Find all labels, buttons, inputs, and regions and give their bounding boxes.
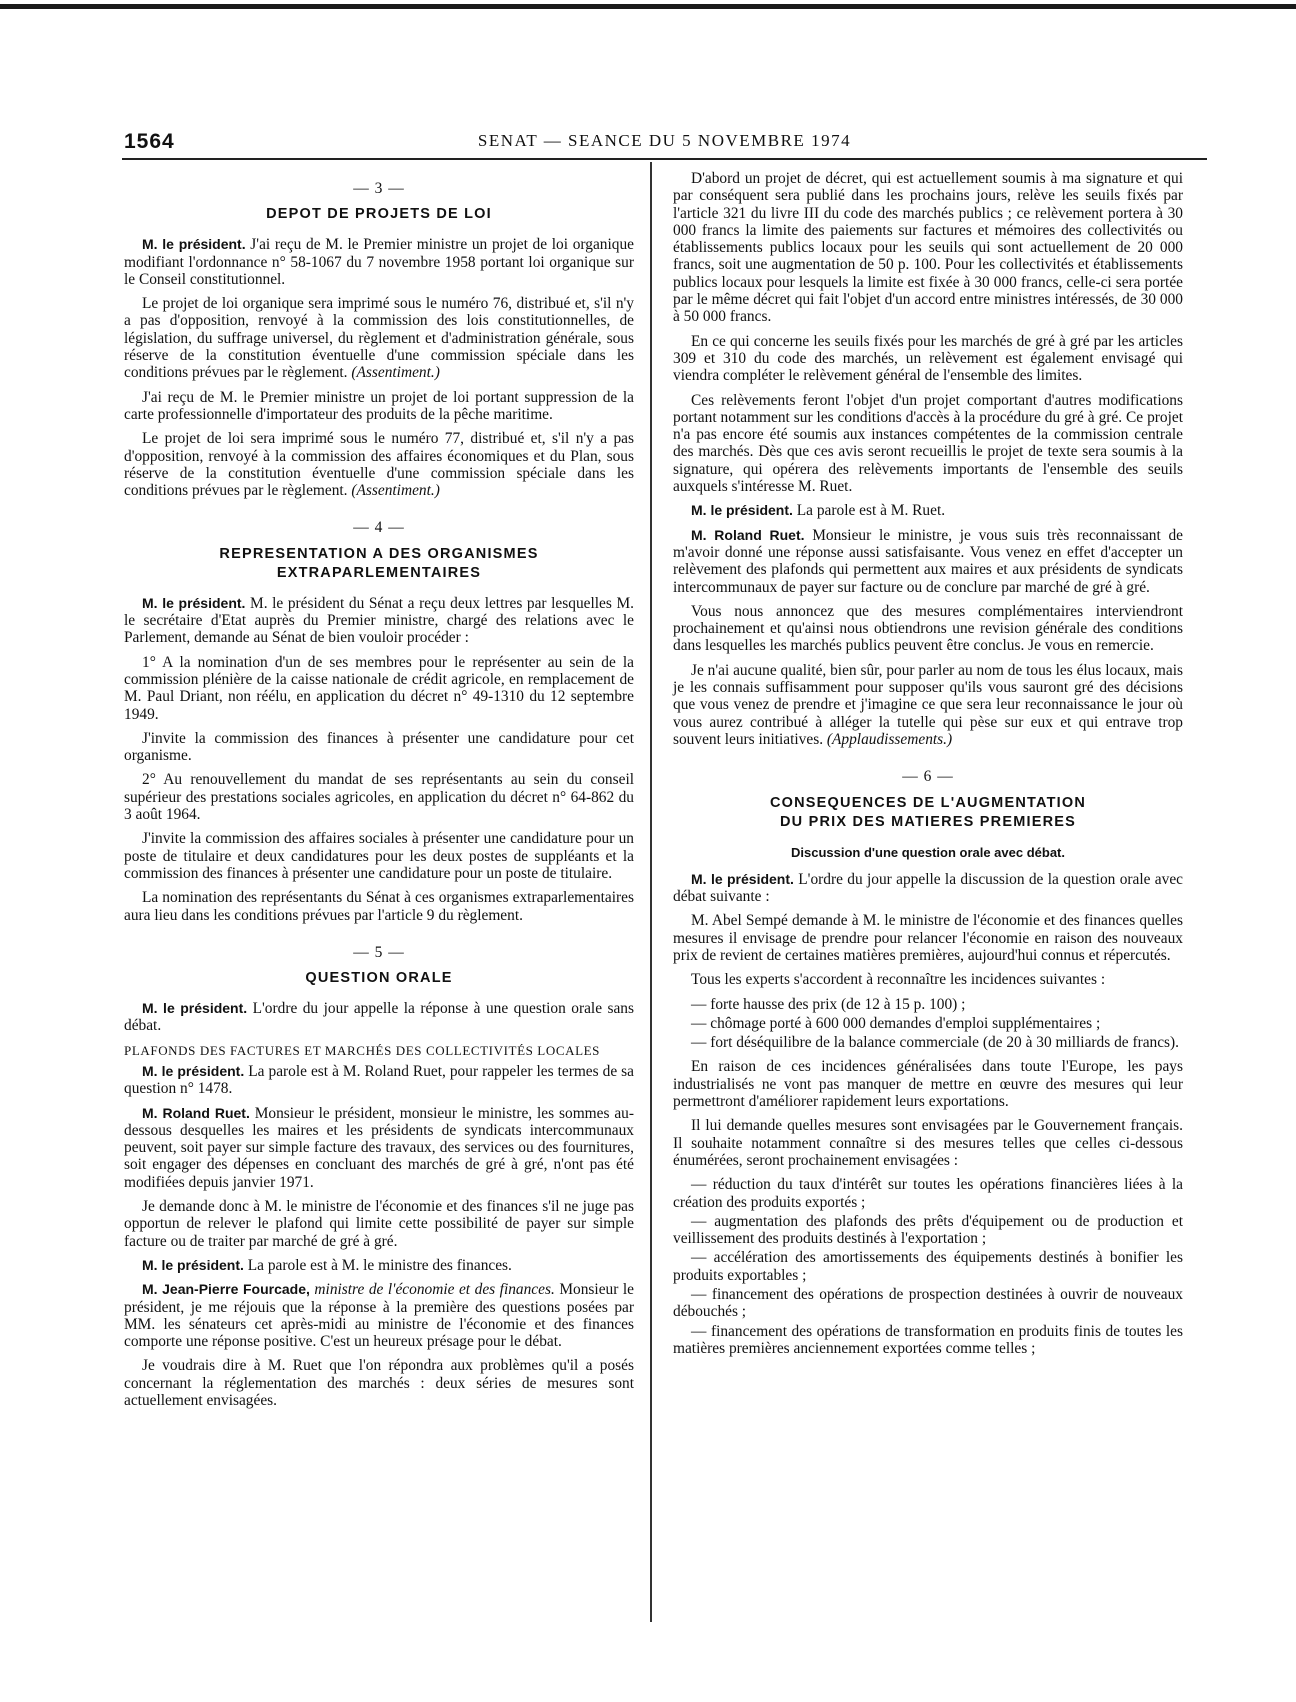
paragraph: 1° A la nomination d'un de ses membres pour le représenter au sein de la commission plénière de la caisse nationale de crédit agricole, en remplacement de M. Paul Driant, non réélu, en application du décret n° 49-1310 du 12 septembre 1949. (124, 653, 634, 723)
page-number: 1564 (124, 130, 175, 153)
list-item: — financement des opérations de transformation en produits finis de toutes les matières premières anciennement exportées comme telles ; (673, 1322, 1183, 1357)
speaker-name: M. le président. (142, 236, 246, 253)
paragraph: Vous nous annoncez que des mesures complémentaires interviendront prochainement et qu'ainsi nous obtiendrons une revision générale des conditions dans lesquelles les marchés publics peuvent être conclus. Je vous en remercie. (673, 602, 1183, 655)
stage-direction: (Assentiment.) (351, 364, 440, 382)
section-title: REPRESENTATION A DES ORGANISMES EXTRAPARLEMENTAIRES (219, 545, 539, 581)
section-title: QUESTION ORALE (305, 970, 453, 987)
section-number: — 5 — (353, 943, 405, 961)
paragraph: Ces relèvements feront l'objet d'un projet comportant d'autres modifications portant notamment sur les conditions d'accès à la procédure du gré à gré. Ce projet n'a pas encore été soumis aux instances compétentes de la commission centrale des marchés. Dès que ces avis seront recueillis le projet de texte sera soumis à la signature, qui opérera des relèvements importants de l'ensemble des seuils auxquels s'intéresse M. Ruet. (673, 391, 1183, 496)
paragraph: M. le président. L'ordre du jour appelle la discussion de la question orale avec débat suivante : (673, 870, 1183, 906)
list-item: — fort déséquilibre de la balance commerciale (de 20 à 30 milliards de francs). (691, 1034, 1180, 1052)
paragraph: La nomination des représentants du Sénat à ces organismes extraparlementaires aura lieu dans les conditions prévues par l'article 9 du règlement. (124, 889, 634, 924)
speaker-name: M. Jean-Pierre Fourcade, (142, 1281, 310, 1298)
stage-direction: (Applaudissements.) (826, 730, 953, 748)
question-rubric: PLAFONDS DES FACTURES ET MARCHÉS DES COLLECTIVITÉS LOCALES (124, 1042, 600, 1058)
paragraph: M. le président. La parole est à M. Roland Ruet, pour rappeler les termes de sa question n° 1478. (124, 1062, 634, 1098)
section-number: — 4 — (353, 519, 405, 537)
paragraph: Tous les experts s'accordent à reconnaître les incidences suivantes : (691, 971, 1106, 989)
paragraph: Le projet de loi sera imprimé sous le numéro 77, distribué et, s'il n'y a pas d'opposition, renvoyé à la commission des affaires économiques et du Plan, sous réserve de la constitution éventuelle d'une commission spéciale dans les conditions prévues par le règlement. (Assentiment.) (124, 430, 634, 500)
section-title: DEPOT DE PROJETS DE LOI (266, 206, 492, 223)
list-item: — financement des opérations de prospection destinées à ouvrir de nouveaux débouchés ; (673, 1286, 1183, 1321)
section-title: CONSEQUENCES DE L'AUGMENTATION DU PRIX DES MATIERES PREMIERES (769, 794, 1087, 830)
speaker-name: M. Roland Ruet. (691, 526, 805, 543)
paragraph: M. Roland Ruet. Monsieur le président, monsieur le ministre, les sommes au-dessous desquelles les maires et les présidents de syndicats intercommunaux peuvent, soit payer sur simple facture des travaux, des services ou des fournitures, soit engager des dépenses en concluant des marchés de gré à gré, n'ont pas été modifiées depuis janvier 1971. (124, 1104, 634, 1191)
paragraph: J'invite la commission des finances à présenter une candidature pour cet organisme. (124, 729, 634, 765)
paragraph: J'invite la commission des affaires sociales à présenter une candidature pour un poste de titulaire et deux candidatures pour les deux postes de suppléants et la commission des finances à présenter une candidature pour un poste de titulaire. (124, 830, 634, 882)
paragraph: M. le président. La parole est à M. le ministre des finances. (142, 1256, 512, 1274)
paragraph: Il lui demande quelles mesures sont envisagées par le Gouvernement français. Il souhaite notamment connaître si des mesures telles que celles ci-dessous énumérées, seront prochainement envisagées : (673, 1117, 1183, 1169)
paragraph: M. le président. La parole est à M. Ruet. (691, 502, 946, 520)
paragraph: M. le président. L'ordre du jour appelle la réponse à une question orale sans débat. (124, 1000, 634, 1035)
speaker-name: M. le président. (142, 594, 246, 611)
paragraph: M. Abel Sempé demande à M. le ministre de l'économie et des finances quelles mesures il envisage de prendre pour relancer l'économie en raison des nouveaux prix de revient de certaines matières premières, aujourd'hui connus et répercutés. (673, 912, 1183, 964)
paragraph: 2° Au renouvellement du mandat de ses représentants au sein du conseil supérieur des prestations sociales agricoles, en application du décret n° 64-862 du 3 août 1964. (124, 771, 634, 824)
stage-direction: (Assentiment.) (351, 482, 440, 500)
speaker-role: ministre de l'économie et des finances. (309, 1281, 555, 1299)
paragraph: M. Jean-Pierre Fourcade, ministre de l'économie et des finances. Monsieur le président, je me réjouis que la réponse à la première des questions posées par MM. les sénateurs cet après-midi au ministre de l'économie et des finances comporte une réponse positive. C'est un heureux présage pour le débat. (124, 1281, 634, 1351)
paragraph: M. le président. M. le président du Sénat a reçu deux lettres par lesquelles M. le secrétaire d'Etat auprès du Premier ministre, chargé des relations avec le Parlement, demande au Sénat de bien vouloir procéder : (124, 594, 634, 647)
section-number: — 3 — (353, 180, 405, 197)
paragraph: En raison de ces incidences généralisées dans toute l'Europe, les pays industrialisés ne vont pas manquer de mettre en œuvre des mesures qui leur permettront d'améliorer rapidement leurs exportations. (673, 1058, 1183, 1111)
paragraph: Le projet de loi organique sera imprimé sous le numéro 76, distribué et, s'il n'y a pas d'opposition, renvoyé à la commission des lois constitutionnelles, de législation, du suffrage universel, du règlement et d'administration générale, sous réserve de la constitution éventuelle d'une commission spéciale dans les conditions prévues par le règlement. (Assentiment.) (124, 295, 634, 382)
paragraph: En ce qui concerne les seuils fixés pour les marchés de gré à gré par les articles 309 et 310 du code des marchés, un relèvement est également envisagé qui viendra compléter le relèvement général de l'ensemble des limites. (673, 332, 1183, 385)
speaker-name: M. le président. (142, 1000, 248, 1017)
list-item: — forte hausse des prix (de 12 à 15 p. 100) ; (691, 995, 966, 1013)
speaker-name: M. le président. (691, 870, 794, 887)
paragraph: M. le président. J'ai reçu de M. le Premier ministre un projet de loi organique modifiant l'ordonnance n° 58-1067 du 7 novembre 1958 portant loi organique sur le Conseil constitutionnel. (124, 236, 634, 288)
list-item: — réduction du taux d'intérêt sur toutes les opérations financières liées à la création des produits exportés ; (673, 1176, 1183, 1211)
paragraph: Je voudrais dire à M. Ruet que l'on répondra aux problèmes qu'il a posés concernant la réglementation des marchés : deux séries de mesures sont actuellement envisagées. (124, 1357, 634, 1410)
right-column (673, 170, 1183, 1359)
speaker-name: M. le président. (691, 502, 793, 519)
list-item: — chômage porté à 600 000 demandes d'emploi supplémentaires ; (691, 1014, 1101, 1032)
left-column (124, 170, 634, 1416)
paragraph: M. Roland Ruet. Monsieur le ministre, je vous suis très reconnaissant de m'avoir donné une réponse aussi satisfaisante. Vous venez en effet d'accepter un relèvement des plafonds qui permettent aux maires et aux présidents de syndicats intercommunaux de payer sur facture ou de conclure par marché de gré à gré. (673, 526, 1183, 596)
paragraph: Je demande donc à M. le ministre de l'économie et des finances s'il ne juge pas opportun de relever le plafond qui limite cette possibilité de payer sur simple facture ou de traiter par marché de gré à gré. (124, 1198, 634, 1250)
speaker-name: M. Roland Ruet. (142, 1104, 250, 1121)
running-head: SENAT — SEANCE DU 5 NOVEMBRE 1974 (477, 131, 852, 150)
list-item: — augmentation des plafonds des prêts d'équipement ou de production et veillissement des produits destinés à l'exportation ; (673, 1212, 1183, 1248)
section-subtitle: Discussion d'une question orale avec débat. (791, 844, 1065, 860)
paragraph: J'ai reçu de M. le Premier ministre un projet de loi portant suppression de la carte professionnelle d'importateur des produits de la pêche maritime. (124, 388, 634, 423)
paragraph: Je n'ai aucune qualité, bien sûr, pour parler au nom de tous les élus locaux, mais je les connais suffisamment pour supposer qu'ils vous sauront gré des décisions que vous venez de prendre et j'imagine ce que sera leur reconnaissance le jour où vous aurez contribué à alléger la tutelle qui pèse sur eux et qui entrave trop souvent leurs initiatives. (Applaudissements.) (673, 661, 1183, 748)
list-item: — accélération des amortissements des équipements destinés à bonifier les produits exportables ; (673, 1249, 1183, 1284)
paragraph: D'abord un projet de décret, qui est actuellement soumis à ma signature et qui par conséquent sera publié dans les prochains jours, relève les seuils fixés par l'article 321 du livre III du code des marchés publics ; ce relèvement portera à 30 000 francs la limite des paiements sur factures et mémoires des collectivités ou établissements publics locaux pour les seuils qui sont actuellement de 20 000 francs, soit une augmentation de 50 p. 100. Pour les collectivités et établissements publics locaux pour lesquels la limite est fixée à 30 000 francs, celle-ci sera portée par le même décret qui fait l'objet d'un accord entre ministres intéressés, de 30 000 à 50 000 francs. (673, 170, 1183, 326)
top-rule (0, 4, 1296, 9)
column-divider (650, 162, 652, 1622)
section-number: — 6 — (902, 768, 954, 786)
page-header (122, 128, 1207, 160)
speaker-name: M. le président. (142, 1256, 244, 1273)
speaker-name: M. le président. (142, 1062, 245, 1079)
